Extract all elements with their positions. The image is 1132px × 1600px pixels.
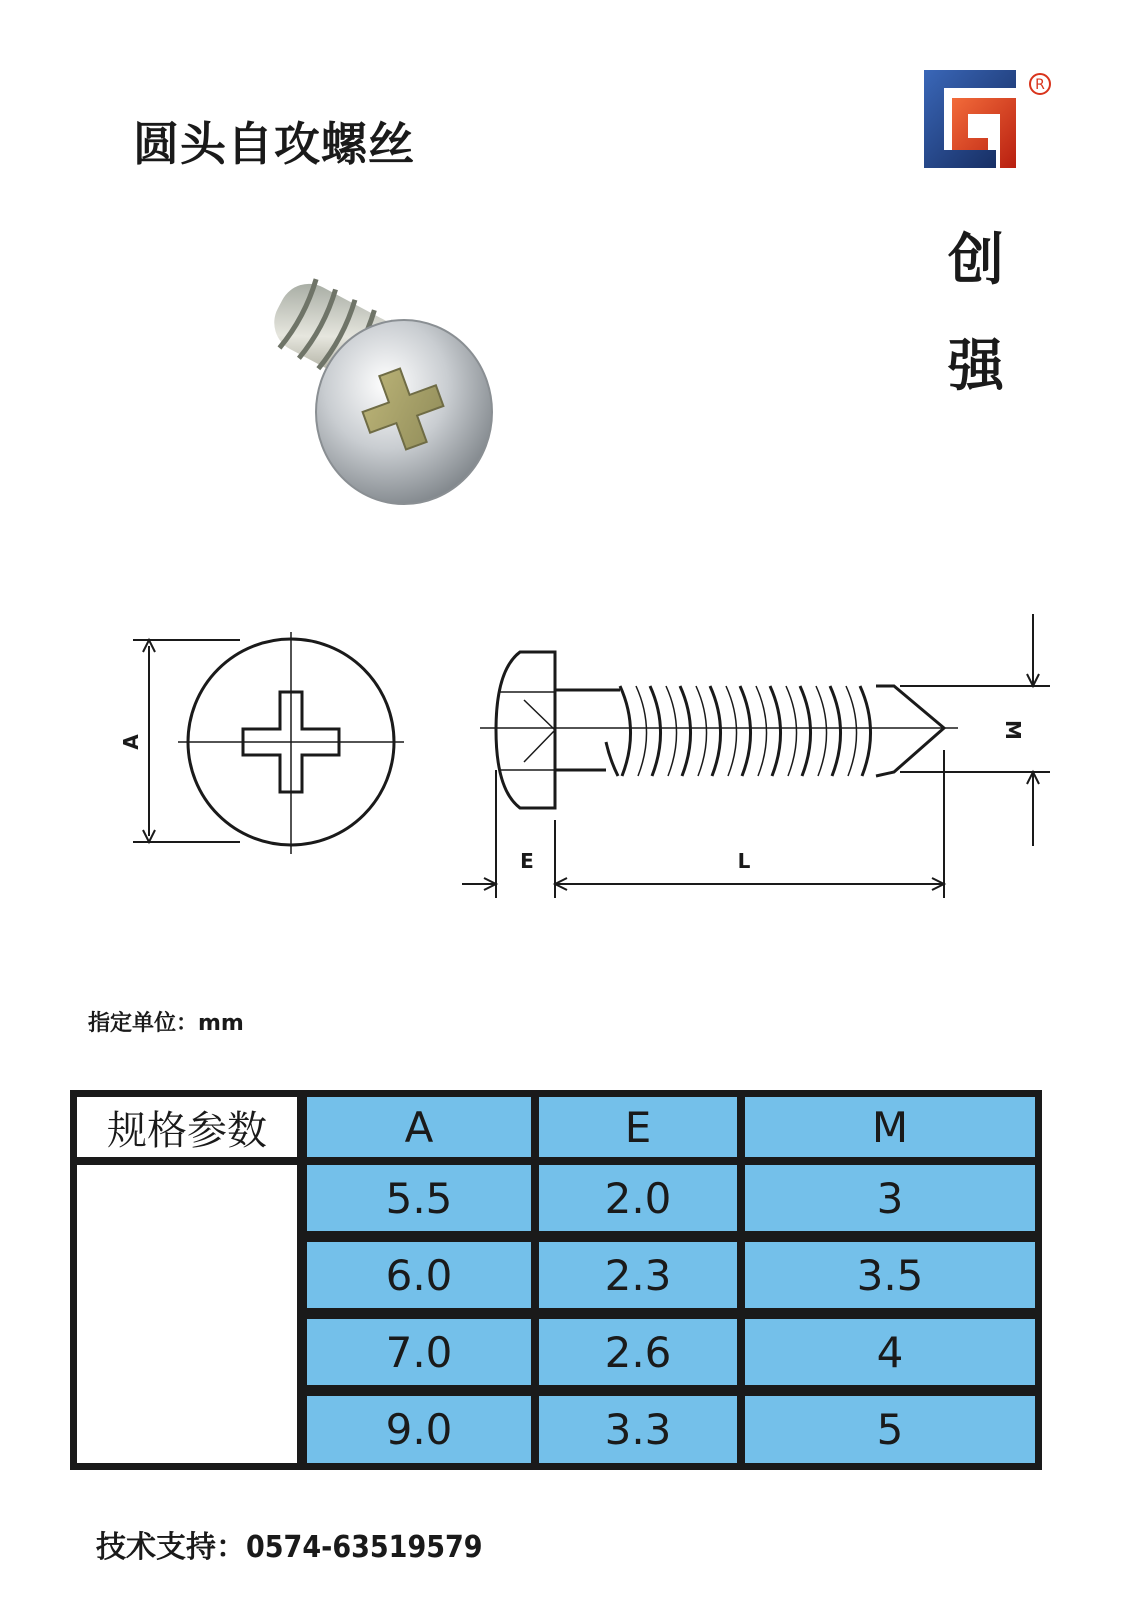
table-cell: 3.5: [745, 1242, 1035, 1308]
brand-char-2: 强: [948, 334, 1004, 399]
column-header-m: M: [745, 1097, 1035, 1157]
brand-logo: [924, 66, 1064, 186]
dim-label-l: L: [737, 849, 751, 873]
table-cell: 2.0: [539, 1165, 737, 1231]
table-cell: 2.6: [539, 1319, 737, 1385]
table-cell: 3.3: [539, 1396, 737, 1463]
svg-text:R: R: [1035, 77, 1045, 93]
table-cell: 6.0: [307, 1242, 531, 1308]
dim-label-m: M: [1001, 720, 1025, 740]
dim-label-a: A: [119, 734, 143, 750]
unit-note: 指定单位：mm: [88, 1011, 244, 1036]
table-cell: 7.0: [307, 1319, 531, 1385]
table-cell: 5: [745, 1396, 1035, 1463]
table-cell: 9.0: [307, 1396, 531, 1463]
table-side-blank: [77, 1165, 297, 1463]
screw-photo: [232, 252, 512, 522]
table-cell: 2.3: [539, 1242, 737, 1308]
table-cell: 5.5: [307, 1165, 531, 1231]
spec-table: [70, 1090, 1042, 1470]
column-header-a: A: [307, 1097, 531, 1157]
table-cell: 4: [745, 1319, 1035, 1385]
dim-label-e: E: [520, 849, 534, 873]
technical-drawing: [0, 610, 1132, 930]
column-header-e: E: [539, 1097, 737, 1157]
brand-char-1: 创: [948, 228, 1004, 293]
support-phone: 技术支持：0574-63519579: [96, 1530, 483, 1565]
page-title: 圆头自攻螺丝: [133, 117, 415, 171]
table-cell: 3: [745, 1165, 1035, 1231]
table-header-label: 规格参数: [77, 1097, 297, 1157]
